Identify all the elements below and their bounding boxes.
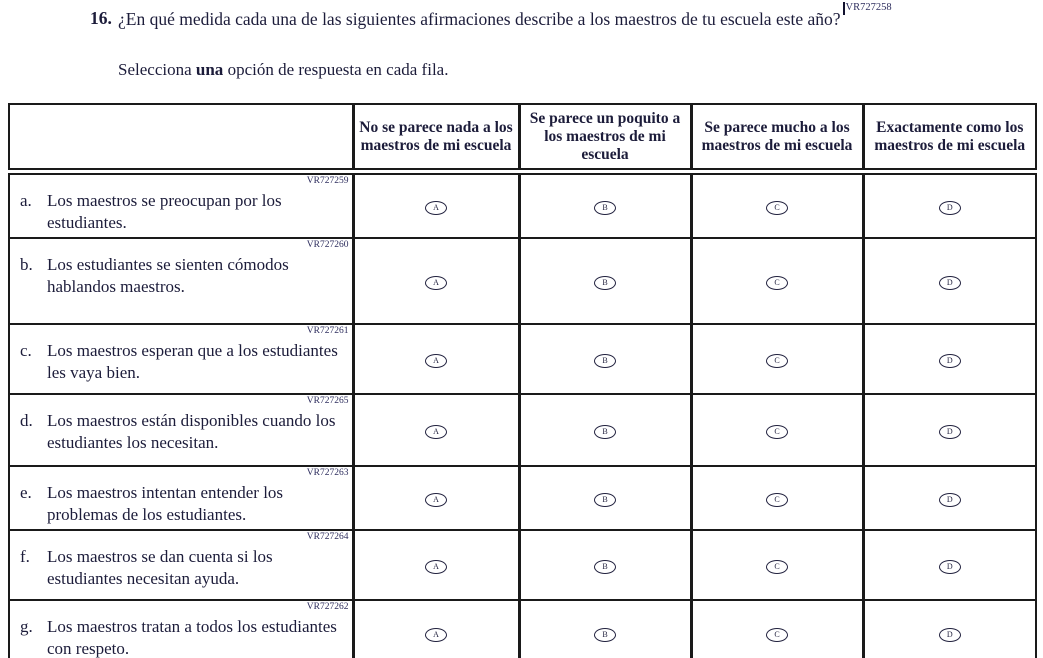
column-header-1: No se parece nada a los maestros de mi escuela [353, 104, 519, 172]
option-cell [863, 324, 1036, 394]
option-cell [519, 172, 691, 239]
option-cell [691, 172, 863, 239]
statement-text: Los maestros se dan cuenta si los estudiantes necesitan ayuda. [47, 547, 273, 588]
statement-cell-f [9, 530, 353, 600]
option-cell [353, 172, 519, 239]
row-code: VR727265 [306, 396, 349, 406]
option-cell [353, 394, 519, 466]
row-code: VR727260 [306, 240, 349, 250]
option-cell [863, 238, 1036, 324]
option-cell [353, 600, 519, 658]
header-row [9, 104, 1036, 172]
option-cell [353, 238, 519, 324]
answer-bubble-c3[interactable]: C [766, 354, 788, 368]
answer-bubble-e1[interactable]: A [425, 493, 447, 507]
question-number: 16. [90, 8, 112, 28]
row-letter: a. [20, 191, 32, 210]
direction-suffix: opción de respuesta en cada fila. [223, 60, 449, 79]
option-cell [863, 172, 1036, 239]
statement-cell-g [9, 600, 353, 658]
option-cell [353, 530, 519, 600]
answer-bubble-c1[interactable]: A [425, 354, 447, 368]
answer-bubble-e4[interactable]: D [939, 493, 961, 507]
answer-bubble-g1[interactable]: A [425, 628, 447, 642]
row-letter: c. [20, 341, 32, 360]
row-letter: g. [20, 617, 33, 636]
statement-cell-d [9, 394, 353, 466]
column-header-2: Se parece un poquito a los maestros de mi escuela [519, 104, 691, 172]
answer-bubble-a4[interactable]: D [939, 201, 961, 215]
answer-bubble-g4[interactable]: D [939, 628, 961, 642]
option-cell [519, 238, 691, 324]
statement-text: Los maestros se preocupan por los estudiantes. [47, 191, 282, 232]
option-cell [519, 530, 691, 600]
answer-bubble-a1[interactable]: A [425, 201, 447, 215]
answer-bubble-b4[interactable]: D [939, 276, 961, 290]
answer-bubble-c2[interactable]: B [594, 354, 616, 368]
option-cell [519, 600, 691, 658]
option-cell [519, 324, 691, 394]
answer-bubble-f3[interactable]: C [766, 560, 788, 574]
page-admin-code [843, 2, 892, 15]
answer-bubble-c4[interactable]: D [939, 354, 961, 368]
answer-bubble-d4[interactable]: D [939, 425, 961, 439]
answer-bubble-d2[interactable]: B [594, 425, 616, 439]
answer-bubble-d1[interactable]: A [425, 425, 447, 439]
answer-bubble-e3[interactable]: C [766, 493, 788, 507]
answer-bubble-f1[interactable]: A [425, 560, 447, 574]
question-block [90, 8, 850, 30]
row-letter: f. [20, 547, 30, 566]
option-cell [353, 324, 519, 394]
statement-text: Los maestros intentan entender los problemas de los estudiantes. [47, 483, 284, 524]
direction-bold-word: una [195, 60, 224, 79]
row-code: VR727263 [306, 468, 349, 478]
answer-bubble-g2[interactable]: B [594, 628, 616, 642]
answer-bubble-f2[interactable]: B [594, 560, 616, 574]
option-cell [691, 530, 863, 600]
statement-cell-e [9, 466, 353, 530]
answer-bubble-b3[interactable]: C [766, 276, 788, 290]
answer-bubble-a3[interactable]: C [766, 201, 788, 215]
answer-bubble-a2[interactable]: B [594, 201, 616, 215]
answer-bubble-b1[interactable]: A [425, 276, 447, 290]
statement-text: Los estudiantes se sienten cómodos hablandos maestros. [47, 255, 289, 296]
option-cell [691, 324, 863, 394]
corner-cell [9, 104, 353, 172]
table-row [9, 466, 1036, 530]
option-cell [863, 394, 1036, 466]
statement-text: Los maestros están disponibles cuando los estudiantes los necesitan. [47, 411, 336, 452]
option-cell [519, 466, 691, 530]
answer-bubble-g3[interactable]: C [766, 628, 788, 642]
answer-bubble-b2[interactable]: B [594, 276, 616, 290]
statement-cell-b [9, 238, 353, 324]
table-row [9, 238, 1036, 324]
row-code: VR727264 [306, 532, 349, 542]
row-letter: b. [20, 255, 33, 274]
admin-code-text: VR727258 [845, 2, 892, 13]
row-code: VR727261 [306, 326, 349, 336]
statement-text: Los maestros esperan que a los estudiantes les vaya bien. [47, 341, 338, 382]
answer-bubble-f4[interactable]: D [939, 560, 961, 574]
answer-bubble-d3[interactable]: C [766, 425, 788, 439]
question-text: ¿En qué medida cada una de las siguientes afirmaciones describe a los maestros de tu escuela este año? [118, 9, 841, 29]
row-code: VR727259 [306, 176, 349, 186]
option-cell [519, 394, 691, 466]
option-cell [691, 394, 863, 466]
table-row [9, 172, 1036, 239]
option-cell [691, 600, 863, 658]
table-row [9, 530, 1036, 600]
table-row [9, 324, 1036, 394]
table-row [9, 600, 1036, 658]
row-code: VR727262 [306, 602, 349, 612]
option-cell [353, 466, 519, 530]
answer-bubble-e2[interactable]: B [594, 493, 616, 507]
response-matrix-table [8, 103, 1037, 658]
statement-cell-a [9, 172, 353, 239]
statement-cell-c [9, 324, 353, 394]
option-cell [863, 466, 1036, 530]
option-cell [863, 600, 1036, 658]
question-direction [118, 60, 448, 80]
row-letter: e. [20, 483, 32, 502]
row-letter: d. [20, 411, 33, 430]
column-header-3: Se parece mucho a los maestros de mi escuela [691, 104, 863, 172]
direction-prefix: Selecciona [118, 60, 196, 79]
option-cell [863, 530, 1036, 600]
option-cell [691, 238, 863, 324]
column-header-4: Exactamente como los maestros de mi escuela [863, 104, 1036, 172]
statement-text: Los maestros tratan a todos los estudiantes con respeto. [47, 617, 337, 658]
option-cell [691, 466, 863, 530]
table-row [9, 394, 1036, 466]
